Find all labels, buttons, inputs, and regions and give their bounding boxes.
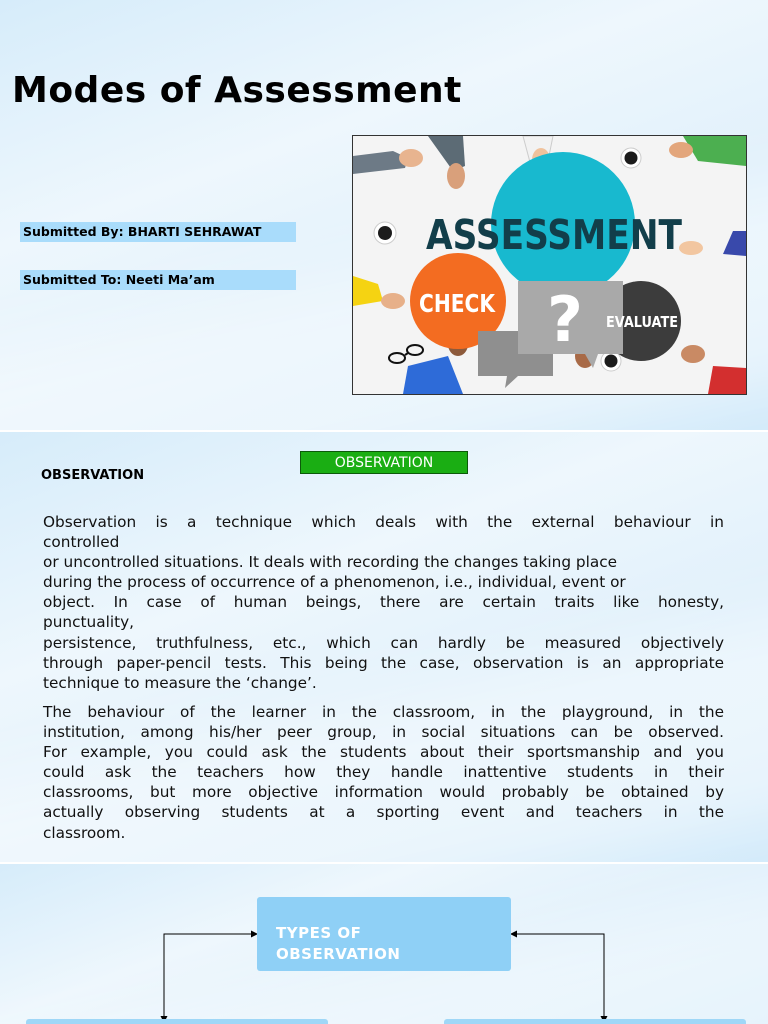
paragraph-line: technique to measure the ‘change’.	[43, 673, 317, 692]
paragraph-line: could ask the teachers how they handle inattentive students in their	[43, 763, 724, 782]
left-branch-box	[26, 1019, 328, 1024]
observation-slide	[0, 432, 768, 862]
paragraph-line: The behaviour of the learner in the classroom, in the playground, in the	[43, 703, 724, 721]
submitted-to-label: Submitted To: Neeti Ma’am	[20, 270, 296, 290]
paragraph-line: persistence, truthfulness, etc., which can hardly be measured objectively	[43, 633, 724, 652]
paragraph-line: or uncontrolled situations. It deals with recording the changes taking place	[43, 553, 618, 572]
observation-label-box: OBSERVATION	[300, 451, 468, 474]
paragraph-line: actually observing students at a sporting event and teachers in the	[43, 803, 724, 822]
observation-paragraph-1	[43, 512, 724, 693]
paragraph-line: institution, among his/her peer group, in social situations can be observed.	[43, 723, 724, 742]
paragraph-line: through paper-pencil tests. This being the case, observation is an appropriate	[43, 653, 724, 672]
observation-paragraph-2	[43, 702, 724, 843]
paragraph-line: Observation is a technique which deals with the external behaviour in	[43, 513, 724, 531]
submitted-by-label: Submitted By: BHARTI SEHRAWAT	[20, 222, 296, 242]
paragraph-line: classroom.	[43, 823, 126, 842]
paragraph-line: For example, you could ask the students about their sportsmanship and you	[43, 743, 724, 762]
assessment-illustration-graphic	[353, 136, 746, 394]
check-word: CHECK	[419, 289, 497, 318]
title-slide	[0, 0, 768, 430]
question-mark-glyph: ?	[547, 283, 583, 356]
right-branch-box	[444, 1019, 746, 1024]
paragraph-line: punctuality,	[43, 613, 134, 632]
paragraph-line: controlled	[43, 533, 120, 552]
assessment-illustration	[352, 135, 747, 395]
types-of-observation-slide	[0, 864, 768, 1024]
paragraph-line: object. In case of human beings, there are certain traits like honesty,	[43, 593, 724, 612]
paragraph-line: during the process of occurrence of a phenomenon, i.e., individual, event or	[43, 573, 626, 592]
assessment-word: ASSESSMENT	[426, 211, 683, 259]
types-box-line-2: OBSERVATION	[276, 945, 401, 963]
types-box-line-1: TYPES OF	[276, 924, 362, 942]
paragraph-line: classrooms, but more objective information would probably be obtained by	[43, 783, 724, 802]
evaluate-word: EVALUATE	[606, 313, 678, 331]
types-of-observation-box	[257, 897, 511, 971]
page-title: Modes of Assessment	[12, 70, 462, 111]
observation-heading: OBSERVATION	[41, 468, 145, 483]
